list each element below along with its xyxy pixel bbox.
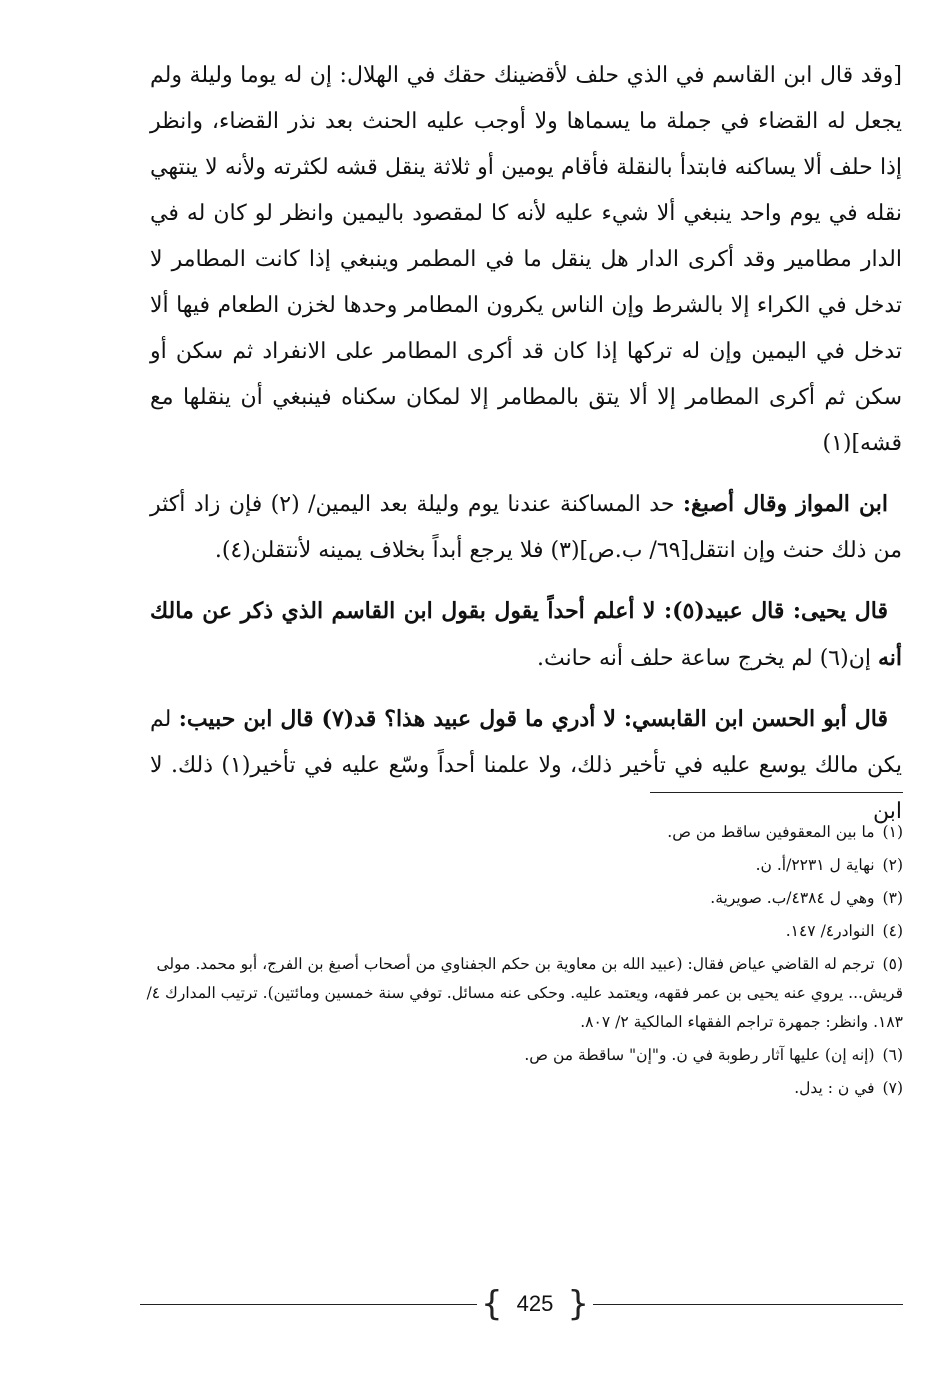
footnote: [145, 917, 903, 946]
paragraph-lead: قال أبو الحسن ابن القابسي: لا أدري ما قول عبيد هذا؟ قد(٧) قال ابن حبيب:: [178, 706, 888, 732]
page-number: 425: [516, 1291, 554, 1316]
footnote-number: (٧): [882, 1079, 903, 1097]
footnote-text: ما بين المعقوفين ساقط من ص.: [667, 823, 875, 841]
main-text: [150, 52, 902, 849]
footer-rule-right: [593, 1304, 903, 1305]
paragraph-lead: قال يحيى: قال عبيد(٥): لا أعلم أحداً يقول بقول ابن القاسم الذي ذكر عن مالك أنه: [150, 598, 902, 671]
footnote-number: (٢): [882, 856, 903, 874]
footnote-text: وهي ل ٤٣٨٤/ب. صويرية.: [710, 889, 875, 907]
footnotes: [145, 818, 903, 1107]
footnote-number: (٣): [882, 889, 903, 907]
page-number-box: [477, 1284, 593, 1324]
footnote-number: (١): [882, 823, 903, 841]
footnote-text: (إنه إن) عليها آثار رطوبة في ن. و"إن" ساقطة من ص.: [524, 1046, 875, 1064]
footnote: [145, 818, 903, 847]
paragraph: [150, 481, 902, 574]
paragraph-text: حد المساكنة عندنا يوم وليلة بعد اليمين/ (٢) فإن زاد أكثر من ذلك حنث وإن انتقل[٦٩/ ب.ص](٣) فلا يرجع أبداً بخلاف يمينه لأنتقلن(٤).: [150, 492, 902, 563]
footnote-text: النوادر٤/ ١٤٧.: [785, 922, 875, 940]
paragraph-text: [وقد قال ابن القاسم في الذي حلف لأقضينك حقك في الهلال: إن له يوما وليلة ولم يجعل له القضاء في جملة ما يسماها ولا أوجب عليه الحنث بعد نذر القضاء، وانظر إذا حلف ألا يساكنه فابتدأ بالنقلة فأقام يومين أو ثلاثة ينقل قشه لكثرته ولأنه لا ينتهي نقله في يوم واحد ينبغي ألا شيء عليه لأنه كا لمقصود باليمين وانظر لو كان له في الدار مطامير وقد أكرى الدار هل ينقل ما في المطمر وينبغي إذا كانت المطامر لا تدخل في الكراء إلا بالشرط وإن الناس يكرون المطامر وحدها لخزن الطعام فيها ألا تدخل في اليمين وإن له تركها إذا كان قد أكرى المطامر على الانفراد ثم سكن أو سكن ثم أكرى المطامر إلا ألا يتق بالمطامر إلا لمكان سكناه فينبغي أن ينقلها مع قشه](١): [150, 63, 903, 456]
paragraph-text: لم يكن مالك يوسع عليه في تأخير ذلك، ولا علمنا أحداً وسّع عليه في تأخير(١) ذلك. لا ابن: [150, 707, 902, 824]
footnote: [145, 851, 903, 880]
footnote-number: (٥): [882, 955, 903, 973]
brace-left: {: [481, 1284, 503, 1324]
footnote-separator: [650, 792, 903, 793]
footnote: [145, 884, 903, 913]
footnote-number: (٦): [882, 1046, 903, 1064]
paragraph-lead: ابن المواز وقال أصبغ:: [682, 491, 888, 517]
footer-rule-left: [140, 1304, 477, 1305]
brace-right: }: [567, 1284, 589, 1324]
paragraph: [150, 588, 902, 682]
paragraph-text: إن(٦) لم يخرج ساعة حلف أنه حانث.: [536, 646, 878, 671]
footnote: [145, 1041, 903, 1070]
footnote: [145, 950, 903, 1037]
footnote-number: (٤): [882, 922, 903, 940]
footnote-text: في ن : يدل.: [794, 1079, 875, 1097]
footnote-text: ترجم له القاضي عياض فقال: (عبيد الله بن معاوية بن حكم الجفناوي من أصحاب أصبغ بن الفرج، أبو محمد. مولى قريش... يروي عنه يحيى بن عمر فقهه، ويعتمد عليه. وحكى عنه مسائل. توفي سنة خمسين ومائتين). ترتيب المدارك ٤/ ١٨٣. وانظر: جمهرة تراجم الفقهاء المالكية ٢/ ٨٠٧.: [146, 955, 903, 1031]
footnote-text: نهاية ل ٢٢٣١/أ. ن.: [755, 856, 875, 874]
paragraph: [150, 696, 902, 835]
paragraph: [150, 52, 902, 467]
footnote: [145, 1074, 903, 1103]
